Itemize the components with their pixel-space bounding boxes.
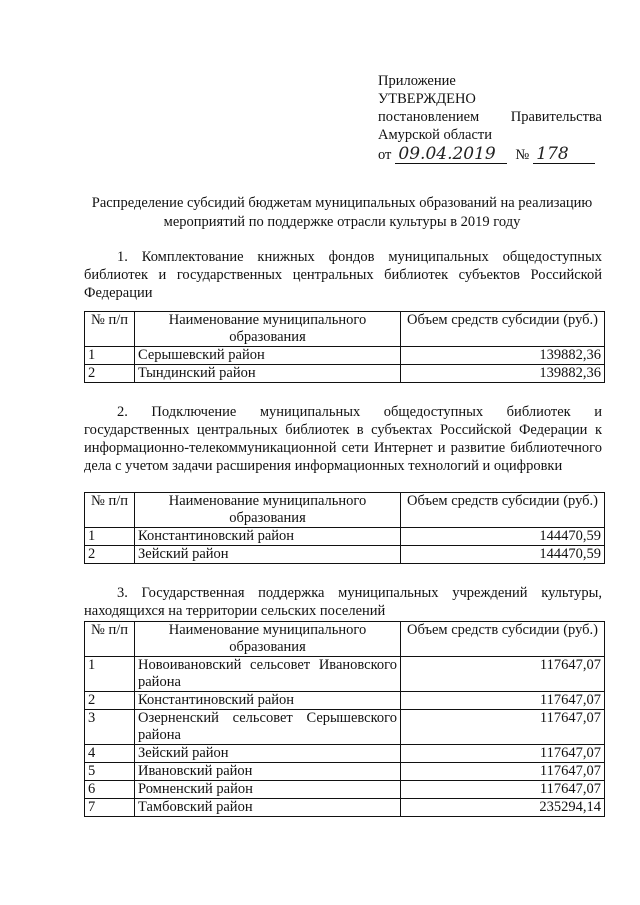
section-3-heading: 3. Государственная поддержка муниципальных учреждений культуры, находящихся на территории сельских поселений [84,585,602,619]
row-municipality: Константиновский район [135,692,401,710]
table-row [85,546,605,564]
table-header-row [85,312,605,347]
table-row [85,710,605,745]
table-header-row [85,622,605,657]
row-municipality: Серышевский район [135,347,401,365]
from-label: от [378,147,392,163]
table-row [85,692,605,710]
header-number: № п/п [85,493,135,528]
approval-government-word: Правительства [510,109,602,125]
row-amount: 139882,36 [401,365,605,383]
table-row [85,347,605,365]
section-2-heading: 2. Подключение муниципальных общедоступных библиотек и государственных центральных библиотек в субъектах Российской Федерации к информационно-телекоммуникационной сети Интернет и развитие библиотечного дела с учетом задачи расширения информационных технологий и оцифровки [84,404,602,474]
section-3-table [84,621,605,817]
header-amount: Объем средств субсидии (руб.) [401,622,605,657]
section-1-table [84,311,605,383]
table-row [85,745,605,763]
row-number: 5 [85,763,135,781]
row-municipality: Тамбовский район [135,799,401,817]
approval-line-appendix: Приложение [378,73,456,89]
row-amount: 117647,07 [401,657,605,692]
row-amount: 117647,07 [401,745,605,763]
table-header-row [85,493,605,528]
table-row [85,799,605,817]
row-municipality: Новоивановский сельсовет Ивановского района [135,657,401,692]
row-number: 2 [85,546,135,564]
row-number: 2 [85,692,135,710]
row-number: 3 [85,710,135,745]
table-row [85,365,605,383]
row-number: 1 [85,657,135,692]
document-title: Распределение субсидий бюджетам муниципальных образований на реализацию мероприятий по поддержке отрасли культуры в 2019 году [91,195,593,230]
number-label: № [515,147,530,163]
row-number: 4 [85,745,135,763]
approval-line-resolution [378,108,602,126]
table-row [85,763,605,781]
row-amount: 117647,07 [401,710,605,745]
header-municipality: Наименование муниципального образования [135,493,401,528]
approval-date-number [378,145,602,164]
row-amount: 144470,59 [401,546,605,564]
row-municipality: Озерненский сельсовет Серышевского района [135,710,401,745]
row-amount: 139882,36 [401,347,605,365]
header-municipality: Наименование муниципального образования [135,622,401,657]
row-number: 1 [85,347,135,365]
handwritten-date: 09.04.2019 [395,145,507,164]
row-number: 7 [85,799,135,817]
header-municipality: Наименование муниципального образования [135,312,401,347]
row-number: 2 [85,365,135,383]
approval-line-approved: УТВЕРЖДЕНО [378,91,476,107]
row-amount: 117647,07 [401,763,605,781]
row-municipality: Зейский район [135,745,401,763]
header-number: № п/п [85,312,135,347]
handwritten-number: 178 [533,145,595,164]
row-municipality: Константиновский район [135,528,401,546]
row-municipality: Зейский район [135,546,401,564]
row-amount: 117647,07 [401,692,605,710]
approval-line-region: Амурской области [378,127,492,143]
row-municipality: Тындинский район [135,365,401,383]
row-municipality: Ромненский район [135,781,401,799]
row-amount: 117647,07 [401,781,605,799]
section-1-heading: 1. Комплектование книжных фондов муниципальных общедоступных библиотек и государственных центральных библиотек субъектов Российской Федерации [84,249,602,301]
row-number: 6 [85,781,135,799]
row-number: 1 [85,528,135,546]
header-number: № п/п [85,622,135,657]
approval-stamp [378,72,602,164]
table-row [85,781,605,799]
table-row [85,657,605,692]
header-amount: Объем средств субсидии (руб.) [401,312,605,347]
table-row [85,528,605,546]
section-2-table [84,492,605,564]
row-amount: 235294,14 [401,799,605,817]
row-amount: 144470,59 [401,528,605,546]
approval-resolution-word: постановлением [378,109,480,125]
row-municipality: Ивановский район [135,763,401,781]
header-amount: Объем средств субсидии (руб.) [401,493,605,528]
